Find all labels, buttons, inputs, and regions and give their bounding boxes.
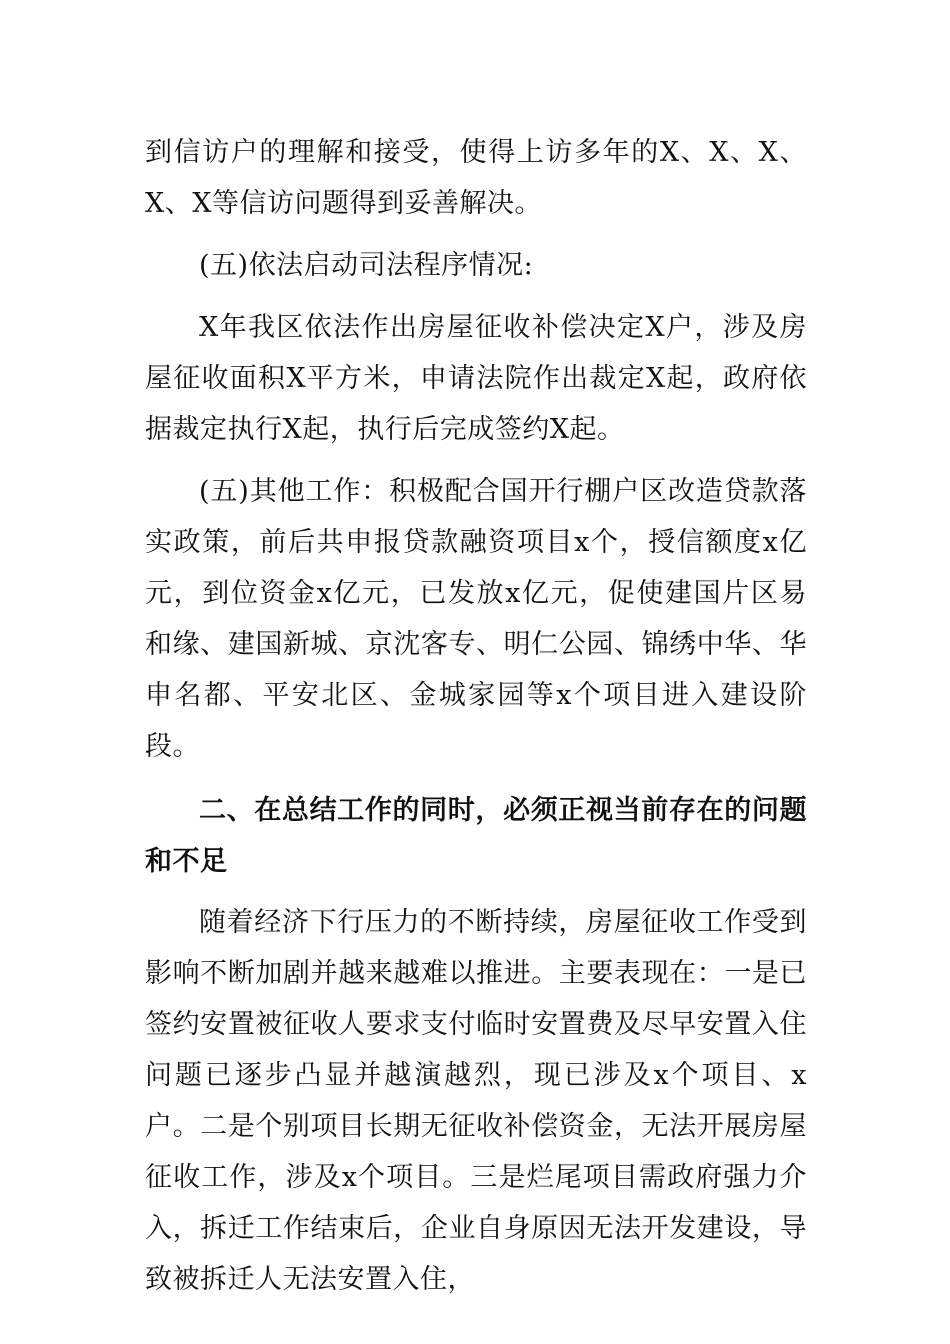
- paragraph-other-work: (五)其他工作：积极配合国开行棚户区改造贷款落实政策，前后共申报贷款融资项目x个，授信额度x亿元，到位资金x亿元，已发放x亿元，促使建国片区易和缘、建国新城、京沈客专、明仁公园、锦绣中华、华申名都、平安北区、金城家园等x个项目进入建设阶段。: [145, 476, 807, 762]
- document-page: [145, 127, 807, 1305]
- paragraph-problems: 随着经济下行压力的不断持续，房屋征收工作受到影响不断加剧并越来越难以推进。主要表现在：一是已签约安置被征收人要求支付临时安置费及尽早安置入住问题已逐步凸显并越演越烈，现已涉及x个项目、x户。二是个别项目长期无征收补偿资金，无法开展房屋征收工作，涉及x个项目。三是烂尾项目需政府强力介入，拆迁工作结束后，企业自身原因无法开发建设，导致被拆迁人无法安置入住，: [145, 907, 807, 1295]
- section-heading-problems: 二、在总结工作的同时，必须正视当前存在的问题和不足: [145, 795, 807, 877]
- section-subtitle-judicial: (五)依法启动司法程序情况:: [199, 250, 534, 281]
- paragraph-judicial: X年我区依法作出房屋征收补偿决定X户，涉及房屋征收面积X平方米，申请法院作出裁定X起，政府依据裁定执行X起，执行后完成签约X起。: [145, 312, 807, 445]
- paragraph-continuation: 到信访户的理解和接受，使得上访多年的X、X、X、X、X等信访问题得到妥善解决。: [145, 137, 807, 219]
